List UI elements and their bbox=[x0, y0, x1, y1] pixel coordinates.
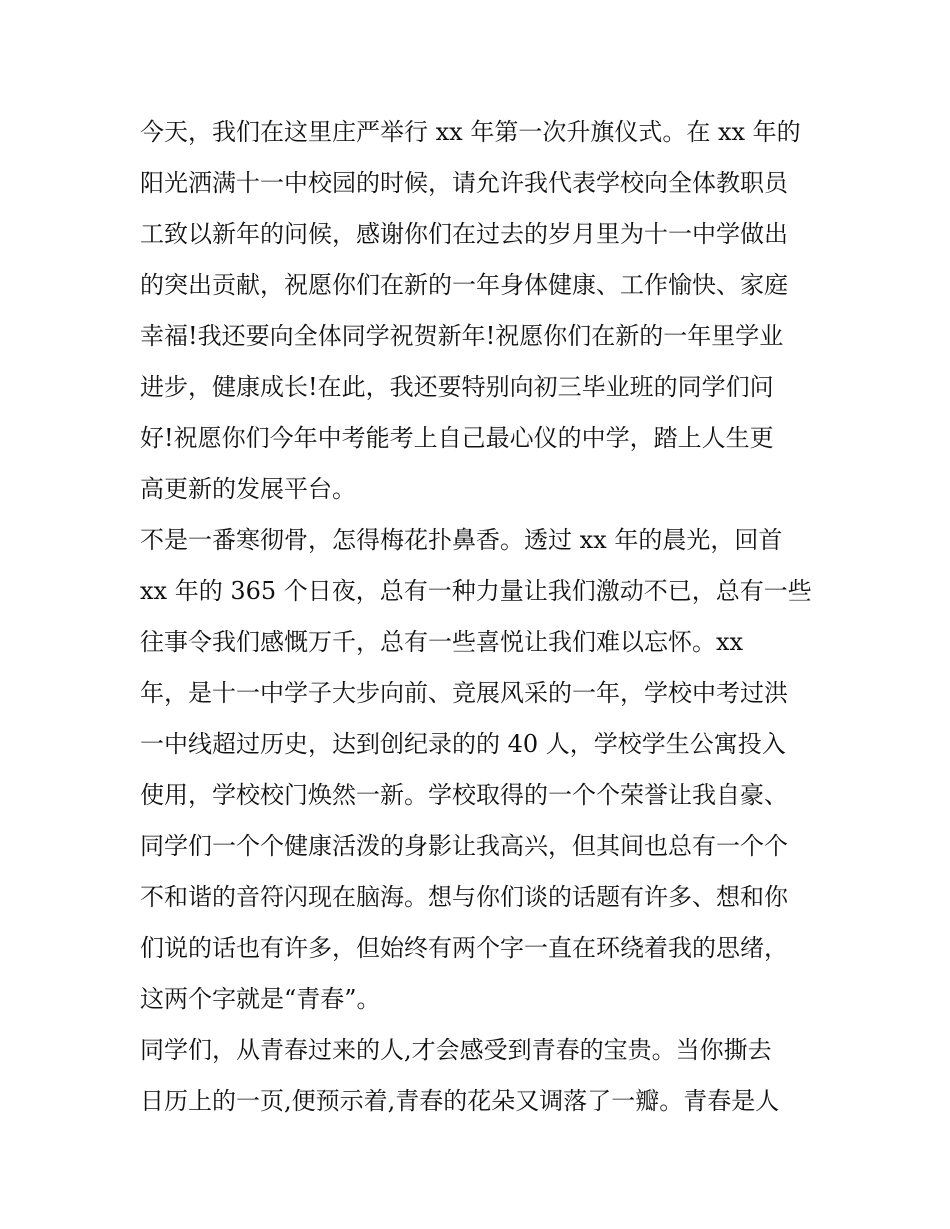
text-line: 进步，健康成长!在此，我还要特别向初三毕业班的同学们问 bbox=[140, 373, 774, 401]
text-line: 不和谐的音符闪现在脑海。想与你们谈的话题有许多、想和你 bbox=[140, 883, 788, 911]
text-line: 幸福!我还要向全体同学祝贺新年!祝愿你们在新的一年里学业 bbox=[140, 322, 784, 350]
text-line: 往事令我们感慨万千，总有一些喜悦让我们难以忘怀。xx bbox=[140, 628, 744, 656]
text-line: 这两个字就是“青春”。 bbox=[140, 985, 381, 1013]
text-line: 好!祝愿你们今年中考能考上自己最心仪的中学，踏上人生更 bbox=[140, 424, 774, 452]
text-line: 使用，学校校门焕然一新。学校取得的一个个荣誉让我自豪、 bbox=[140, 781, 788, 809]
text-line: 今天，我们在这里庄严举行 xx 年第一次升旗仪式。在 xx 年的 bbox=[140, 118, 801, 146]
body-text bbox=[140, 107, 820, 1127]
text-line: 同学们一个个健康活泼的身影让我高兴，但其间也总有一个个 bbox=[140, 832, 788, 860]
text-line: 高更新的发展平台。 bbox=[140, 475, 356, 503]
text-line: xx 年的 365 个日夜，总有一种力量让我们激动不已，总有一些 bbox=[140, 577, 812, 605]
text-line: 们说的话也有许多，但始终有两个字一直在环绕着我的思绪， bbox=[140, 934, 788, 962]
text-line: 工致以新年的问候，感谢你们在过去的岁月里为十一中学做出 bbox=[140, 220, 788, 248]
text-line: 日历上的一页,便预示着,青春的花朵又调落了一瓣。青春是人 bbox=[140, 1087, 780, 1115]
text-line: 不是一番寒彻骨，怎得梅花扑鼻香。透过 xx 年的晨光，回首 bbox=[140, 526, 783, 554]
text-line: 一中线超过历史，达到创纪录的的 40 人，学校学生公寓投入 bbox=[140, 730, 786, 758]
text-line: 的突出贡献，祝愿你们在新的一年身体健康、工作愉快、家庭 bbox=[140, 271, 788, 299]
text-line: 同学们，从青春过来的人,才会感受到青春的宝贵。当你撕去 bbox=[140, 1036, 772, 1064]
text-line: 阳光洒满十一中校园的时候，请允许我代表学校向全体教职员 bbox=[140, 169, 788, 197]
text-line: 年，是十一中学子大步向前、竞展风采的一年，学校中考过洪 bbox=[140, 679, 788, 707]
